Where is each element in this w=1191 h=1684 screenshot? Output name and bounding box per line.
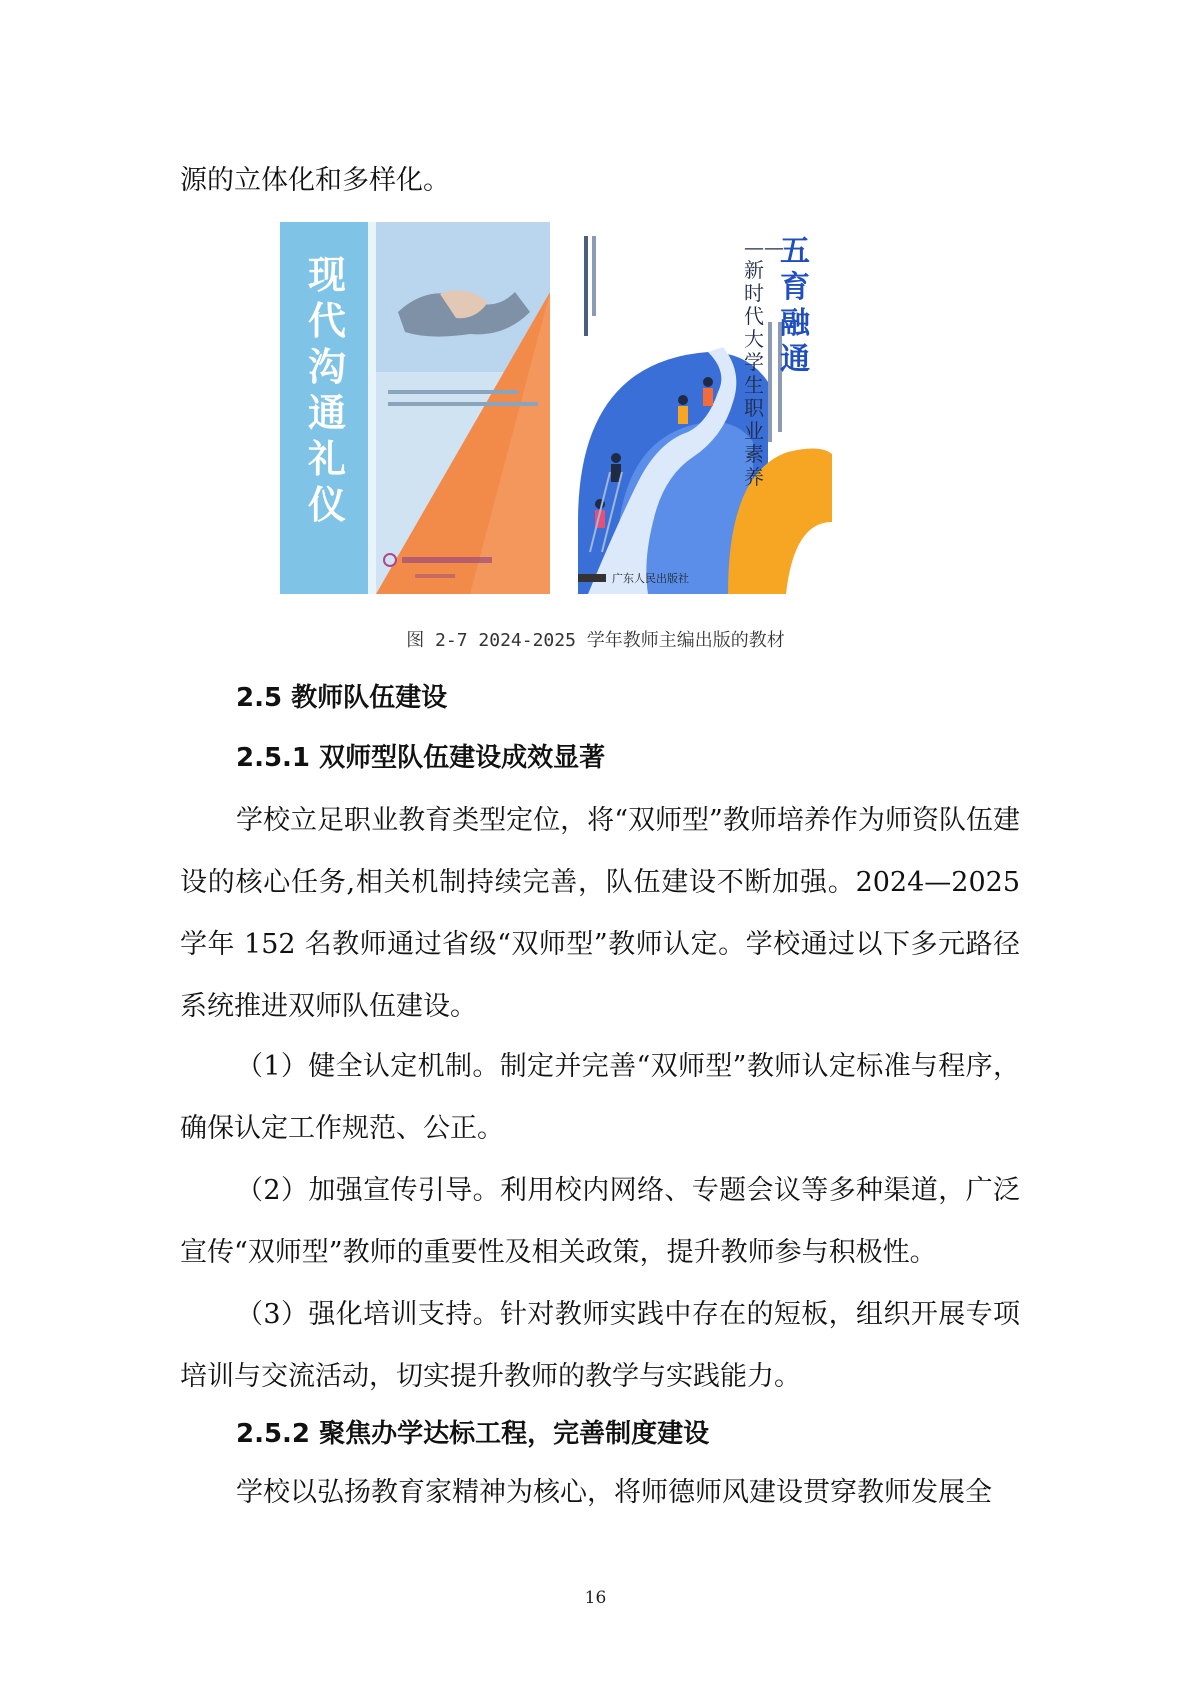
section-heading-2-5-2: 2.5.2 聚焦办学达标工程，完善制度建设 xyxy=(236,1419,710,1449)
list-item-2: （2）加强宣传引导。利用校内网络、专题会议等多种渠道，广泛宣传“双师型”教师的重要性及相关政策，提升教师参与积极性。 xyxy=(180,1175,1020,1268)
paragraph-2-5-1: 学校立足职业教育类型定位，将“双师型”教师培养作为师资队伍建设的核心任务,相关机制持续完善，队伍建设不断加强。2024—2025 学年 152 名教师通过省级“双师型”教师认定。学校通过以下多元路径系统推进双师队伍建设。 xyxy=(180,805,1020,1022)
page-number: 16 xyxy=(584,1588,607,1608)
book2-title: 五育融通 xyxy=(780,234,810,377)
paragraph-2-5-2: 学校以弘扬教育家精神为核心，将师德师风建设贯穿教师发展全 xyxy=(236,1477,992,1508)
list-item-3: （3）强化培训支持。针对教师实践中存在的短板，组织开展专项培训与交流活动，切实提升教师的教学与实践能力。 xyxy=(180,1299,1020,1392)
section-heading-2-5-1: 2.5.1 双师型队伍建设成效显著 xyxy=(236,743,606,773)
figure-caption: 图 2-7 2024-2025 学年教师主编出版的教材 xyxy=(406,630,785,651)
list-item-1: （1）健全认定机制。制定并完善“双师型”教师认定标准与程序，确保认定工作规范、公正。 xyxy=(180,1051,1020,1144)
book2-subtitle: ——新时代大学生职业素养 xyxy=(744,235,784,489)
textbook-figure xyxy=(280,222,832,594)
book-cover-five-education xyxy=(558,222,832,594)
lead-text: 源的立体化和多样化。 xyxy=(180,165,450,196)
book-cover-modern-communication xyxy=(280,222,550,594)
book2-publisher: 广东人民出版社 xyxy=(612,572,689,585)
section-heading-2-5: 2.5 教师队伍建设 xyxy=(236,683,448,713)
book1-title: 现代沟通礼仪 xyxy=(308,253,347,527)
